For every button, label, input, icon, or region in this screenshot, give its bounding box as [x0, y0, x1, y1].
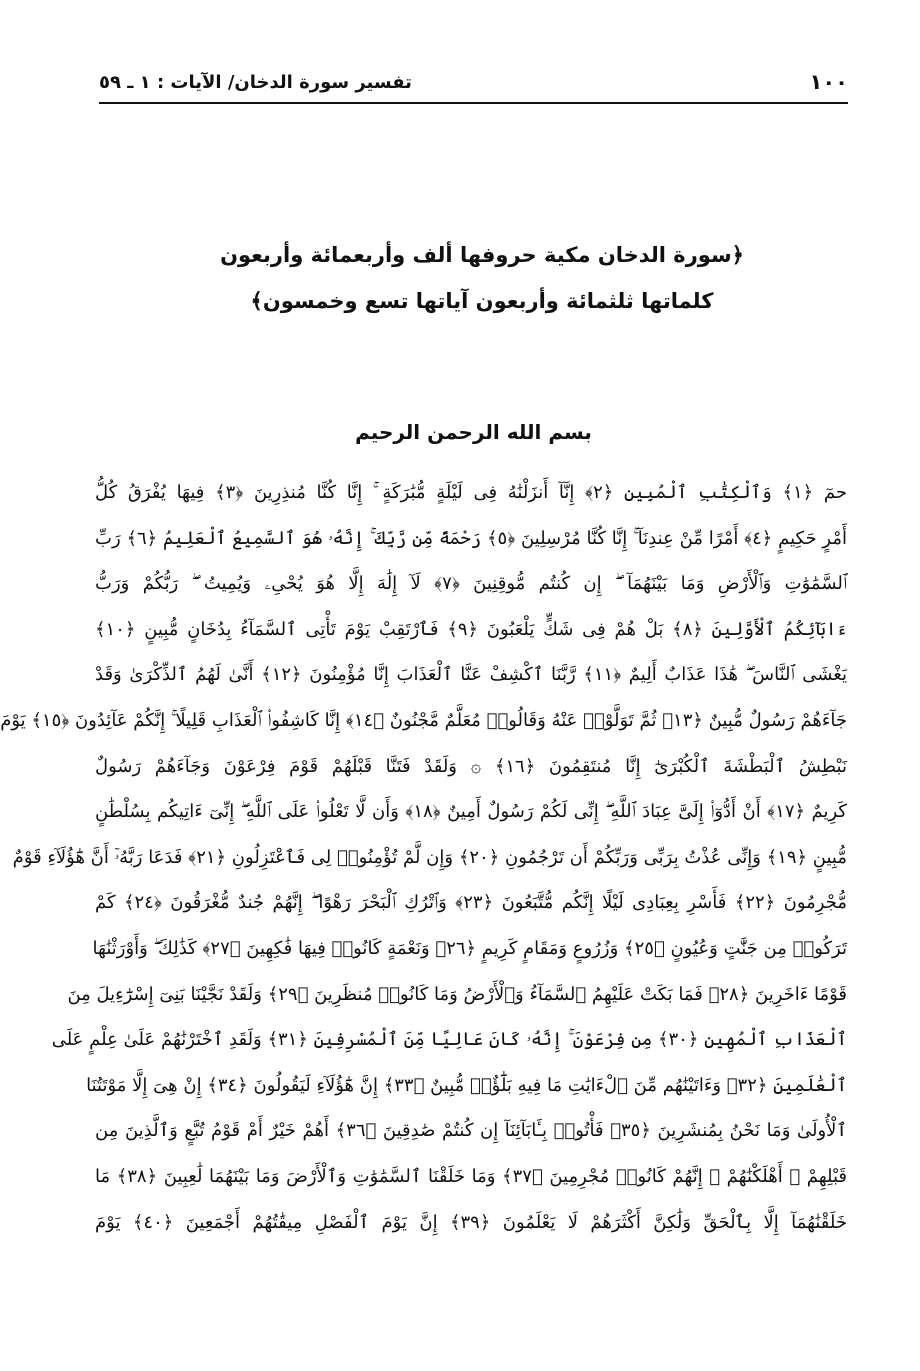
- running-title: تفسير سورة الدخان/ الآيات : ١ ـ ٥٩: [99, 71, 412, 93]
- verse-line: حمٓ ﴿١﴾ وَٱلْكِتَٰبِ ٱلْمُبِينِ ﴿٢﴾ إِنَّآ أَنزَلْنَٰهُ فِى لَيْلَةٍ مُّبَٰرَكَةٍ ۚ إِنَّا كُنَّا مُنذِرِينَ ﴿٣﴾ فِيهَا يُفْرَقُ كُلُّ: [95, 482, 848, 503]
- verse-line: ٱلْعَذَابِ ٱلْمُهِينِ ﴿٣٠﴾ مِن فِرْعَوْنَ ۚ إِنَّهُۥ كَانَ عَالِيًا مِّنَ ٱلْمُسْرِفِينَ ﴿٣١﴾ وَلَقَدِ ٱخْتَرْنَٰهُمْ عَلَىٰ عِلْمٍ عَلَى: [51, 1029, 847, 1051]
- verse-line: مُّبِينٍ ﴿١٩﴾ وَإِنِّى عُذْتُ بِرَبِّى وَرَبِّكُمْ أَن تَرْجُمُونِ ﴿٢٠﴾ وَإِن لَّمْ تُؤْمِنُوا۟ لِى فَٱعْتَزِلُونِ ﴿٢١﴾ فَدَعَا رَبَّهُۥٓ أَنَّ هَٰٓؤُلَآءِ قَوْمٌ: [12, 846, 847, 868]
- surah-intro: [137, 232, 827, 324]
- verse-line: مُّجْرِمُونَ ﴿٢٢﴾ فَأَسْرِ بِعِبَادِى لَيْلًا إِنَّكُم مُّتَّبَعُونَ ﴿٢٣﴾ وَٱتْرُكِ ٱلْبَحْرَ رَهْوًا ۖ إِنَّهُمْ جُندٌ مُّغْرَقُونَ ﴿٢٤﴾ كَمْ: [95, 892, 847, 914]
- verse-line: قَبْلِهِمْ ۚ أَهْلَكْنَٰهُمْ ۖ إِنَّهُمْ كَانُوا۟ مُجْرِمِينَ ﴿٣٧﴾ وَمَا خَلَقْنَا ٱلسَّمَٰوَٰتِ وَٱلْأَرْضَ وَمَا بَيْنَهُمَا لَٰعِبِينَ ﴿٣٨﴾ مَا: [95, 1165, 847, 1187]
- basmala: بسم الله الرحمن الرحيم: [355, 420, 592, 444]
- page-header: [99, 62, 848, 104]
- verse-line: ٱلْأُولَىٰ وَمَا نَحْنُ بِمُنشَرِينَ ﴿٣٥﴾ فَأْتُوا۟ بِـَٔابَآئِنَآ إِن كُنتُمْ صَٰدِقِينَ ﴿٣٦﴾ أَهُمْ خَيْرٌ أَمْ قَوْمُ تُبَّعٍ وَٱلَّذِينَ مِن: [95, 1120, 847, 1142]
- verse-line: يَغْشَى ٱلنَّاسَ ۖ هَٰذَا عَذَابٌ أَلِيمٌ ﴿١١﴾ رَّبَّنَا ٱكْشِفْ عَنَّا ٱلْعَذَابَ إِنَّا مُؤْمِنُونَ ﴿١٢﴾ أَنَّىٰ لَهُمُ ٱلذِّكْرَىٰ وَقَدْ: [95, 664, 847, 686]
- verse-line: أَمْرٍ حَكِيمٍ ﴿٤﴾ أَمْرًا مِّنْ عِندِنَآ ۚ إِنَّا كُنَّا مُرْسِلِينَ ﴿٥﴾ رَحْمَةً مِّن رَّبِّكَ ۚ إِنَّهُۥ هُوَ ٱلسَّمِيعُ ٱلْعَلِيمُ ﴿٦﴾ رَبِّ: [95, 527, 848, 549]
- verse-line: ٱلْعَٰلَمِينَ ﴿٣٢﴾ وَءَاتَيْنَٰهُم مِّنَ ٱلْءَايَٰتِ مَا فِيهِ بَلَٰٓؤٌا۟ مُّبِينٌ ﴿٣٣﴾ إِنَّ هَٰٓؤُلَآءِ لَيَقُولُونَ ﴿٣٤﴾ إِنْ هِىَ إِلَّا مَوْتَتُنَا: [86, 1074, 847, 1096]
- page-number: ١٠٠: [809, 70, 848, 94]
- verse-line: نَبْطِشُ ٱلْبَطْشَةَ ٱلْكُبْرَىٰٓ إِنَّا مُنتَقِمُونَ ﴿١٦﴾ ۞ وَلَقَدْ فَتَنَّا قَبْلَهُمْ قَوْمَ فِرْعَوْنَ وَجَآءَهُمْ رَسُولٌ: [95, 755, 847, 777]
- verse-line: ٱلسَّمَٰوَٰتِ وَٱلْأَرْضِ وَمَا بَيْنَهُمَآ ۖ إِن كُنتُم مُّوقِنِينَ ﴿٧﴾ لَآ إِلَٰهَ إِلَّا هُوَ يُحْىِۦ وَيُمِيتُ ۖ رَبُّكُمْ وَرَبُّ: [95, 573, 847, 595]
- surah-intro-line: كلماتها ثلثمائة وأربعون آياتها تسع وخمسون﴾: [250, 289, 714, 313]
- verse-line: كَرِيمٌ ﴿١٧﴾ أَنْ أَدُّوٓا۟ إِلَىَّ عِبَادَ ٱللَّهِ ۖ إِنِّى لَكُمْ رَسُولٌ أَمِينٌ ﴿١٨﴾ وَأَن لَّا تَعْلُوا۟ عَلَى ٱللَّهِ ۖ إِنِّىٓ ءَاتِيكُم بِسُلْطَٰنٍ: [95, 801, 847, 823]
- quran-verses: [0, 470, 848, 1245]
- verse-line: قَوْمًا ءَاخَرِينَ ﴿٢٨﴾ فَمَا بَكَتْ عَلَيْهِمُ ٱلسَّمَآءُ وَٱلْأَرْضُ وَمَا كَانُوا۟ مُنظَرِينَ ﴿٢٩﴾ وَلَقَدْ نَجَّيْنَا بَنِىٓ إِسْرَٰٓءِيلَ مِنَ: [67, 983, 847, 1005]
- surah-intro-line: ﴿سورة الدخان مكية حروفها ألف وأربعمائة وأربعون: [220, 243, 744, 267]
- verse-line: ءَابَآئِكُمُ ٱلْأَوَّلِينَ ﴿٨﴾ بَلْ هُمْ فِى شَكٍّ يَلْعَبُونَ ﴿٩﴾ فَٱرْتَقِبْ يَوْمَ تَأْتِى ٱلسَّمَآءُ بِدُخَانٍ مُّبِينٍ ﴿١٠﴾: [95, 618, 847, 640]
- verse-line: تَرَكُوا۟ مِن جَنَّٰتٍ وَعُيُونٍ ﴿٢٥﴾ وَزُرُوعٍ وَمَقَامٍ كَرِيمٍ ﴿٢٦﴾ وَنَعْمَةٍ كَانُوا۟ فِيهَا فَٰكِهِينَ ﴿٢٧﴾ كَذَٰلِكَ ۖ وَأَوْرَثْنَٰهَا: [92, 937, 847, 959]
- verse-line: جَآءَهُمْ رَسُولٌ مُّبِينٌ ﴿١٣﴾ ثُمَّ تَوَلَّوْا۟ عَنْهُ وَقَالُوا۟ مُعَلَّمٌ مَّجْنُونٌ ﴿١٤﴾ إِنَّا كَاشِفُوا۟ ٱلْعَذَابِ قَلِيلًا ۚ إِنَّكُمْ عَآئِدُونَ ﴿١٥﴾ يَوْمَ: [0, 709, 847, 731]
- verse-line: خَلَقْنَٰهُمَآ إِلَّا بِٱلْحَقِّ وَلَٰكِنَّ أَكْثَرَهُمْ لَا يَعْلَمُونَ ﴿٣٩﴾ إِنَّ يَوْمَ ٱلْفَصْلِ مِيقَٰتُهُمْ أَجْمَعِينَ ﴿٤٠﴾ يَوْمَ: [95, 1211, 847, 1233]
